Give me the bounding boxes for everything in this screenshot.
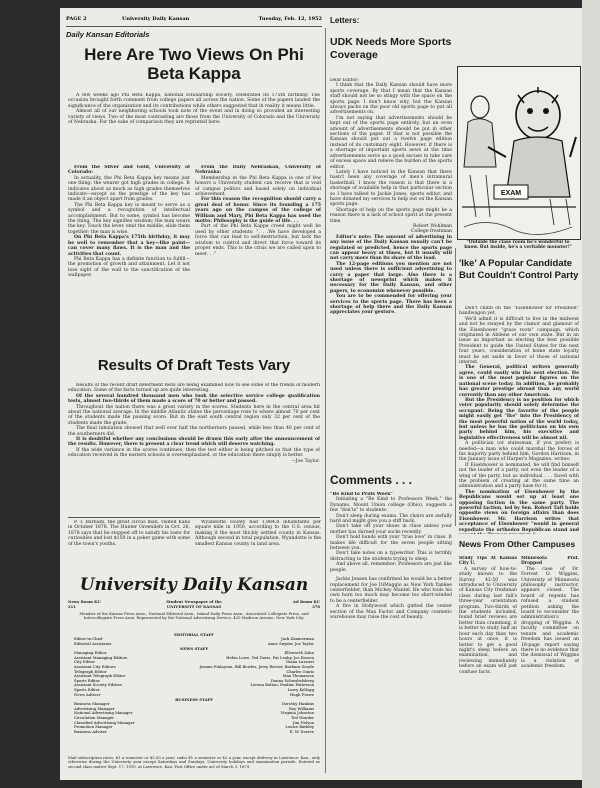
ad-room: Ad Room KU 376 xyxy=(293,600,320,609)
notice-barnum: P. T. Barnum, the great circus man, visited Kans in October 1878. The Hunter Greenliefs in Oct. 26, 1878 says that he stopped off to satisfy his taste for curiosities and lost $150 in a poker game with some of the town's youths. xyxy=(68,520,190,547)
staff-row: Business Adviser E. W. Doerre xyxy=(74,728,314,734)
staff-row: National Advertising Manager Virginia Johnston xyxy=(74,710,314,716)
staff-row: Assistant Telegraph Editor Max Thomasson xyxy=(74,673,314,679)
staff-box: EDITORIAL STAFF Editor-in-Chief Jack Zimmerman Editorial Assistants Anne Snyder, Joe Taylor NEWS STAFF Managing Editor Ellsworth Zahn Assistant Managing Editors Helen Lowe, Ted Davis, Pat Leahy, Joe Rowen City Editor Diana Luzzieri Assistant City Editors Jeanne Finlayson, Bill Bowles, Jerry Reeser, Barbara Searle Telegraph Editor Charles Guntz Assistant Telegraph Editor Max Thomasson Sports Editor Donna Schwabelsberg Assistant Society Editors Lorena Bolton, Pauline Patterson Sports Editor Larry Kellogg News Adviser Hugh Frawe BUSINESS STAFF Business Manager Dorothy Haskins Advertising Manager Roy Williams National Advertising Manager Virginia Johnston Circulation Manager Ted Wonder Classified Advertising Manager Jim Nelson Promotion Manager Louise Barkley Business Adviser E. W. Doerre xyxy=(74,632,314,734)
page-number: PAGE 2 xyxy=(66,16,87,22)
notice-rule xyxy=(68,517,320,518)
staff-row: Telegraph Editor Charles Guntz xyxy=(74,668,314,674)
staff-row: Circulation Manager Ted Wonder xyxy=(74,714,314,720)
draft-article: Results of the recent draft deferment tests are being examined now to see some of the trends of modern education. Some of the facts turned up are quite interesting. Of the several hundred thousand men who took the selective service college qualification tests, almost two-thirds of them made a score of 70 or better and passed. Throughout the nation there was a great variety in the scores. Students here in the central area hit about the national average. In the middle Atlantic states the percentage rose to where almost 70 per cent of the students made the passing score. But in the east south central region only 32 per cent of the students made the grade. The final tabulation showed that well over half the northerners passed, while less than 40 per cent of the southerners did. It is doubtful whether any conclusions should be drawn this early after the announcement of the results. However, there is present a clear trend which will deserve watching. If the wide variance in the scores continues, then the test either is being pitched so that the type of education received in the eastern schools is overemphasized, or the education there simply is better. —Joe Taylor. xyxy=(68,383,320,464)
exam-sign-label: EXAM xyxy=(500,190,522,197)
editorials-label: Daily Kansan Editorials xyxy=(66,30,150,39)
ike-headline: 'Ike' A Popular Candidate But Couldn't Control Party xyxy=(459,258,579,281)
pbk-column-nebraska: From the Daily Nebraskan, University of Nebraska: Membership in the Phi Beta Kappa is one of few honors a University student can receive that is void of campus politics and based solely on individual achievement. For this reason the recognition should carry a great deal of honor. Since its founding a 175 years ago on the campus of the college of William and Mary, Phi Beta Kappa has used the motto: Philosophy is the guide of life. . . Part of the Phi Beta Kappa creed might well be used by other students: ". . .We have developed a force that can lead to self-destruction, but lack the wisdom to control and direct that force toward its proper ends. This is the crisis we are called upon to meet. . ." xyxy=(195,165,321,257)
pbk-column-colorado: From the Silver and Gold, University of Colorado: In actuality, the Phi Beta Kappa key means just one thing: the wearer got high grades in college. It indicates about as much as high grades themselves indicate—except as the prestige of the key has made it an object apart from grades. The Phi Beta Kappa key is meant to serve as a symbol and a recognition of intellectual accomplishment. But to some, symbol has become the thing. The key signifies wisdom; the man wears the key. Touch the lever, emit the middle, slide them together; the man is wise. On Phi Beta Kappa's 175th birthday, it may be well to remember that a key—like paint—can cover many flaws. It is the man and the activities that count. Phi Beta Kappa has a definite function to fulfill—the promotion of growth and attainment. Let it not lose sight of the wall to the sanctification of the wallpaper. xyxy=(68,165,190,279)
comments-headline: Comments . . . xyxy=(330,473,413,487)
staff-row: Editor-in-Chief Jack Zimmerman xyxy=(74,636,314,641)
cartoon-caption: "Outside the class room he's wonderful to know. But inside, he's a veritable monster!" xyxy=(464,240,572,250)
staff-row: Editorial Assistants Anne Snyder, Joe Taylor xyxy=(74,640,314,646)
editorial-cartoon xyxy=(457,66,581,240)
campuses-headline: News From Other Campuses xyxy=(459,539,576,549)
staff-row: Classified Advertising Manager Jim Nelson xyxy=(74,719,314,725)
campuses-right: Minnesota Prof. Dropped The case of Dr. Forrest O. Wiggins, University of Minnesota philosophy instructor, appears closed. The board of regents has refused a student petition asking the board to reconsider the administration's dropping of Wiggins. A faculty committee on tenure and academic freedom has issued an 18-page report saying there is no evidence that the dismissal of Wiggins is a violation of academic freedom. xyxy=(521,556,579,670)
page-masthead xyxy=(66,16,322,26)
staff-row: News Adviser Hugh Frawe xyxy=(74,691,314,697)
nameplate: University Daily Kansan xyxy=(79,575,309,595)
column-divider-right xyxy=(455,248,456,526)
newspaper-page xyxy=(60,8,582,780)
adjacent-page-edge xyxy=(582,0,600,788)
staff-row: Promotion Manager Louise Barkley xyxy=(74,724,314,730)
issue-date: Tuesday, Feb. 12, 1952 xyxy=(258,16,322,22)
staff-row: City Editor Diana Luzzieri xyxy=(74,659,314,665)
comments-body: "Be Kind to Profs Week" Initiating a "Be Kind to Professors Week," the Dynamo, Mount Union college (Ohio), suggests a few "don'ts" to students: Don't sleep during exams. The chairs are awfully hard and might give you a stiff back. Don't take off your shoes in class unless your mother has darned your socks recently. Don't hold hands with your "true love" in class. It makes life difficult for the seven people sitting between you. Don't take notes on a typewriter. This is terribly distracting to the students trying to sleep. And above all, remember: Professors are just like people. Jackie Jensen has confirmed he would be a better replacement for Joe DiMaggio as New York Yankee centerfielder, than Mickey Mantel. He who tools his own horn too much may become too short-winded to be a centerfielder. A fire in Hollywood which gutted the center section of the Max Factor and Company cosmetic warehouse may raise the cost of beauty. xyxy=(330,492,452,620)
ike-editorial: Don't climb on the "Eisenhower for President" bandwagon yet. We'll admit it is difficult to live in the midwest and not be swayed by the clamor and glamour of the Eisenhower "grass roots" campaign, which originated in Abilene of our own state. But in an issue as important as electing the best possible President to guide the United States for the next four years, consideration of home state loyalty must be set aside in favor of those of national interest. The General, political writers generally agree, could easily win the next election. He is one of the most popular figures on the national scene today. In addition, he probably has greater prestige abroad than any world currently than any other American. But the Presidency is no position for which voter popularity should solely determine the occupant. Being the favorite of the people might easily get "Ike" into the Presidency of the most powerful nation of the world today, but unless he has the politicians on his own party behind him, his executive and legislative effectiveness will be almost nil. A politician (or statesman, if you prefer) is needed—a man who could marshal the forces of his majority party behind him, Gordon Harrison, in the January issue of Harper's Magazine, writes: If Eisenhower is nominated, he will find himself not the leader of a party, not even the leader of a wing of the party, but as individual . . . faced with the problem of creating at the same time an administration and a party base for it. The nomination of Eisenhower by the Republicans would set up at least one opposing faction in the same party. The powerful faction, led by Sen. Robert Taft holds opposite views on foreign affairs than does Eisenhower. Mr. Harrison writes that acceptance of Eisenhower "would in general repudiate the orthodox Republican stand and xyxy=(459,306,579,533)
masthead-rule xyxy=(66,26,322,27)
paper-name: University Daily Kansan xyxy=(122,16,190,22)
udk-letter: Dear Editor: I think that the Daily Kansan should have more sports coverage. By that I mean that the Kansan staff should not be so stingy with the space on the sports page. I don't know why, but the Kansan always packs on the poor old sports page to put all advertisements on. I'm not saying that advertisements should be kept out of the sports page entirely, but an even amount of advertisements should be put in other sections of the paper. If that is not possible the Kansan should put out a twelve page edition instead of its customary eight. However, if there is a shortage of important sports news at the time advertisements serve as a good excuse to take care of excess space and relieve the burden of the sports editor. Lately I have noticed in the Kansan that there hasn't been any coverage of men's intramural basketball. I know the reason is that there is a shortage of available help in that particular section so I have talked to Jackie Jones, sports editor, and have donated my services to help out on the Kansan sports page. Shortage of help on the sports page might be a reason there is a lack of school spirit at the present time. Robert Wohlman College freshman Editor's note: The amount of advertising in any issue of the Daily Kansan usually can't be regulated or predicted, hence the sports page can appear heavy at times, but it usually will not carry more than its share of the load. The 12-page editions you mention are not used unless there is sufficient advertising to carry a paper that large. Also there is a shortage of newsprint which makes it necessary for the Daily Kansan, and other papers, to economize whenever possible. You are to be commended for offering your services to the sports page. There has been a shortage of help there and the Daily Kansan appreciates your gesture. xyxy=(330,78,452,316)
staff-row: Sports Editor Donna Schwabelsberg xyxy=(74,677,314,683)
membership-note: Member of the Kansas Press Assn., National Editorial Assn., Inland Daily Press Assn., Associated Collegiate Press, and Intercollegiate Press Assn. Represented by the National Advertising Service, 420 Madison Avenue, New York City. xyxy=(79,612,309,621)
pbk-headline: Here Are Two Views On Phi Beta Kappa xyxy=(84,45,304,83)
staff-row: Sports Editor Larry Kellogg xyxy=(74,686,314,692)
staff-row: Assistant Society Editors Lorena Bolton, Pauline Patterson xyxy=(74,682,314,688)
draft-headline: Results Of Draft Tests Vary xyxy=(97,357,291,374)
staff-row: Advertising Manager Roy Williams xyxy=(74,705,314,711)
news-room: News Room KU 211 xyxy=(68,600,101,609)
staff-row: Assistant Managing Editors Helen Lowe, Ted Davis, Pat Leahy, Joe Rowen xyxy=(74,654,314,660)
pbk-intro: A few weeks ago Phi Beta Kappa, national scholarship society, celebrated its 175th birthday. The occasion brought forth comment from college papers all across the nation. Some of the papers lauded the significance of the organization and its contributions while others suggested that in reality it means little. Almost all of our neighboring schools took note of the event and in doing so provided an interesting variety of views. Two of the most contrasting are those from the University of Colorado and the University of Nebraska. For the sake of comparison they are reprinted here: xyxy=(68,93,320,126)
campuses-left: Study Tips At Kansas City U. A survey of how-to-study known to the Survey 42-50 was introduced to University of Kansas City freshman class during last fall's three-year orientation program. Two-thirds of the students included, found brief reviews are better than cramming, it is better to study half an hour each day than two hours at once, it is better to get a good night's sleep before an examination, and reviewing immediately before an exam will just confuse facts. xyxy=(459,556,517,675)
udk-headline: UDK Needs More Sports Coverage xyxy=(330,36,452,61)
column-divider xyxy=(325,28,326,773)
subscription-note: Mail subscription rates: $3 a semester or $5.50 a year; radio $1 a semester or $2 a year, except delivery in Lawrence: Kan., only otherwise during the University year except Saturdays and Sundays, University holidays and examination periods. Entered as second class matter Sept. 17, 1910, at Lawrence, Kan. Post Office under act of March 3, 1879. xyxy=(68,756,320,769)
staff-row: Assistant City Editors Jeanne Finlayson, Bill Bowles, Jerry Reeser, Barbara Searle xyxy=(74,663,314,669)
notice-wyandotte: Wyandotte county had 1,884.8 inhabitants per square mile in 1950, according to the U.S. census, making it the most thickly settled county in Kansas. Although second in total population, Wyandotte is the smallest Kansas county in land area. xyxy=(195,520,321,547)
staff-row: Managing Editor Ellsworth Zahn xyxy=(74,650,314,656)
letters-label: Letters: xyxy=(330,16,360,25)
letter-signer: Robert Wohlman xyxy=(412,223,452,229)
monster-head-icon xyxy=(516,91,560,139)
cartoon-drawing xyxy=(458,67,580,239)
staff-row: Business Manager Dorothy Haskins xyxy=(74,701,314,707)
nameplate-sub2: UNIVERSITY OF KANSAS xyxy=(166,604,222,609)
nameplate-sub1: Student Newspaper of the xyxy=(166,600,222,604)
draft-signature: —Joe Taylor. xyxy=(291,458,320,464)
letter-signer-title: College freshman xyxy=(410,229,452,235)
student-body xyxy=(464,119,496,167)
